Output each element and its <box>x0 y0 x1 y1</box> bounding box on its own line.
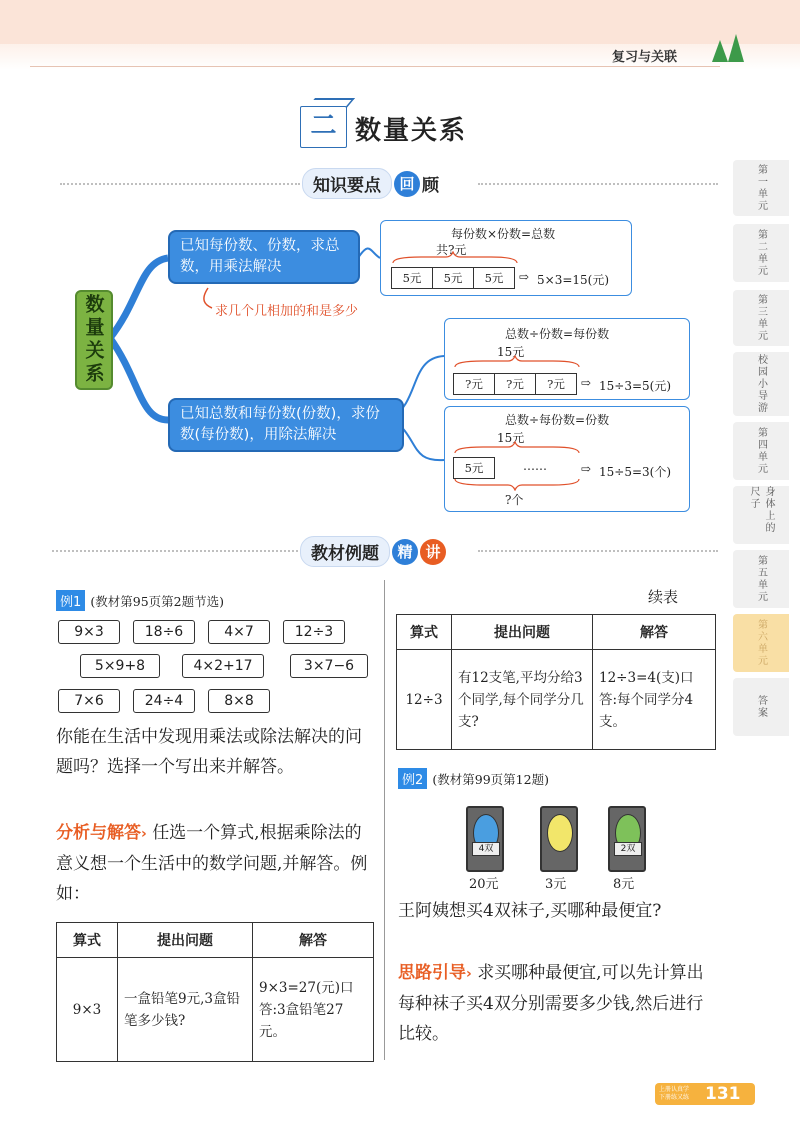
dotted-divider <box>52 550 298 552</box>
table-header: 解答 <box>593 615 716 650</box>
mindmap-node-multiply: 已知每份数、份数，求总数，用乘法解决 <box>168 230 360 284</box>
hint-label: 思路引导 <box>398 963 466 983</box>
result-text: 15÷3=5(元) <box>599 379 672 393</box>
question-text: 共?元 <box>436 243 467 257</box>
cell: ?元 <box>453 373 495 395</box>
table-row <box>57 958 374 1062</box>
table-header-row <box>57 923 374 958</box>
continued-table <box>396 614 716 750</box>
side-tab-unit1[interactable]: 第一单元 <box>733 160 789 216</box>
sock-pack-icon <box>466 806 504 872</box>
table-cell: 9×3=27(元)口答:3盒铅笔27元。 <box>253 958 374 1062</box>
sock-pack-blue <box>466 806 506 870</box>
sock-pack-icon <box>608 806 646 872</box>
badge-char: 精 <box>392 539 418 565</box>
sock-color <box>547 814 573 852</box>
formula-text: 总数÷份数=每份数 <box>505 327 610 341</box>
badge-char: 回 <box>394 171 420 197</box>
footer-line: 上册认真学 <box>659 1086 690 1093</box>
header-title: 复习与关联 <box>612 50 678 65</box>
formula-text: 总数÷每份数=份数 <box>505 413 610 427</box>
equation-chip: 24÷4 <box>133 689 195 713</box>
footer-small-text <box>659 1086 703 1102</box>
side-tab-unit3[interactable]: 第三单元 <box>733 290 789 346</box>
price-label: 8元 <box>613 877 635 892</box>
price-label: 3元 <box>545 877 567 892</box>
page-title: 数量关系 <box>355 116 468 146</box>
brace-icon <box>453 441 583 455</box>
section-number: 二 <box>300 106 347 148</box>
table-header: 提出问题 <box>452 615 593 650</box>
column-divider <box>384 580 385 1060</box>
multiply-example-card <box>380 220 632 296</box>
example2-header <box>398 768 549 789</box>
mindmap-node-divide: 已知总数和每份数(份数)，求份数(每份数)，用除法解决 <box>168 398 404 452</box>
divide-example-card-1 <box>444 318 690 400</box>
cell: ?元 <box>536 373 577 395</box>
section-heading-examples <box>300 536 446 567</box>
cells-row <box>453 373 577 395</box>
result-text: 15÷5=3(个) <box>599 465 672 479</box>
table-header: 提出问题 <box>118 923 253 958</box>
page-number-badge <box>655 1083 755 1105</box>
brace-icon <box>453 355 583 369</box>
example-label: 例2 <box>398 768 427 789</box>
price-label: 20元 <box>469 877 499 892</box>
equation-chip: 4×2+17 <box>182 654 264 678</box>
example-reference: (教材第99页第12题) <box>432 772 549 787</box>
pack-tag: 4双 <box>472 842 500 856</box>
side-tab-unit2[interactable]: 第二单元 <box>733 224 789 282</box>
side-tab-ruler[interactable]: 身体上的尺子 <box>733 486 789 544</box>
sock-pack-yellow <box>540 806 580 870</box>
example1-question: 你能在生活中发现用乘法或除法解决的问题吗？选择一个写出来并解答。 <box>56 727 362 777</box>
total-text: 15元 <box>497 431 525 445</box>
equation-chip: 3×7−6 <box>290 654 368 678</box>
footer-line: 下册练又练 <box>659 1094 690 1101</box>
example-reference: (教材第95页第2题节选) <box>90 594 224 609</box>
badge-char: 顾 <box>422 176 439 196</box>
side-tab-answers[interactable]: 答案 <box>733 678 789 736</box>
arrow-icon: ⇨ <box>519 270 530 284</box>
example1-table <box>56 922 374 1062</box>
dotted-divider <box>478 550 718 552</box>
example1-header <box>56 590 224 611</box>
analysis-label: 分析与解答 <box>56 823 141 843</box>
table-header: 解答 <box>253 923 374 958</box>
section-label: 教材例题 <box>300 536 390 567</box>
result-text: 5×3=15(元) <box>537 273 610 287</box>
cell: 5元 <box>453 457 495 479</box>
table-header: 算式 <box>57 923 118 958</box>
arrow-icon: ⇨ <box>581 376 592 390</box>
equation-chip: 7×6 <box>58 689 120 713</box>
cell: 5元 <box>433 267 474 289</box>
table-header-row <box>397 615 716 650</box>
table-row <box>397 650 716 750</box>
equation-chip: 12÷3 <box>283 620 345 644</box>
side-tab-campus[interactable]: 校园小导游 <box>733 352 789 416</box>
count-text: ?个 <box>505 493 524 507</box>
sock-pack-green <box>608 806 648 870</box>
cells-row <box>453 457 495 479</box>
divide-example-card-2 <box>444 406 690 512</box>
cells-row <box>391 267 515 289</box>
sock-pack-icon <box>540 806 578 872</box>
page-number: 131 <box>705 1084 741 1104</box>
table-header: 算式 <box>397 615 452 650</box>
side-tab-unit5[interactable]: 第五单元 <box>733 550 789 608</box>
formula-text: 每份数×份数=总数 <box>451 227 556 241</box>
dots-text: …… <box>523 459 547 473</box>
table-cell: 12÷3=4(支)口答:每个同学分4支。 <box>593 650 716 750</box>
equation-chip: 9×3 <box>58 620 120 644</box>
analysis-text: 任选一个算式,根据乘除法的意义想一个生活中的数学问题,并解答。例如： <box>56 823 368 904</box>
brace-icon <box>391 251 521 265</box>
example2-question: 王阿姨想买4双袜子,买哪种最便宜? <box>398 901 662 921</box>
side-tab-unit6[interactable]: 第六单元 <box>733 614 789 672</box>
pack-tag: 2双 <box>614 842 642 856</box>
table-cell: 一盒铅笔9元,3盒铅笔多少钱? <box>118 958 253 1062</box>
equation-chip: 4×7 <box>208 620 270 644</box>
section-label: 知识要点 <box>302 168 392 199</box>
badge-char: 讲 <box>420 539 446 565</box>
example1-analysis: 分析与解答› 任选一个算式,根据乘除法的意义想一个生活中的数学问题,并解答。例如： <box>56 823 368 904</box>
table-cell: 12÷3 <box>397 650 452 750</box>
arrow-icon: ⇨ <box>581 462 592 476</box>
continued-label: 续表 <box>648 588 679 606</box>
note-multiply-meaning: 求几个几相加的和是多少 <box>215 304 359 319</box>
side-tab-unit4[interactable]: 第四单元 <box>733 422 789 480</box>
equation-chip: 18÷6 <box>133 620 195 644</box>
hint-text: 求买哪种最便宜,可以先计算出每种袜子买4双分别需要多少钱,然后进行比较。 <box>398 963 704 1044</box>
table-cell: 有12支笔,平均分给3个同学,每个同学分几支? <box>452 650 593 750</box>
equation-chip: 5×9+8 <box>80 654 160 678</box>
brace-icon <box>453 477 583 491</box>
cell: ?元 <box>495 373 536 395</box>
total-text: 15元 <box>497 345 525 359</box>
cell: 5元 <box>391 267 433 289</box>
mindmap-root: 数量关系 <box>75 290 113 390</box>
example2-hint: 思路引导› 求买哪种最便宜,可以先计算出每种袜子买4双分别需要多少钱,然后进行比较。 <box>398 963 704 1044</box>
table-cell: 9×3 <box>57 958 118 1062</box>
example-label: 例1 <box>56 590 85 611</box>
cell: 5元 <box>474 267 515 289</box>
equation-chip: 8×8 <box>208 689 270 713</box>
